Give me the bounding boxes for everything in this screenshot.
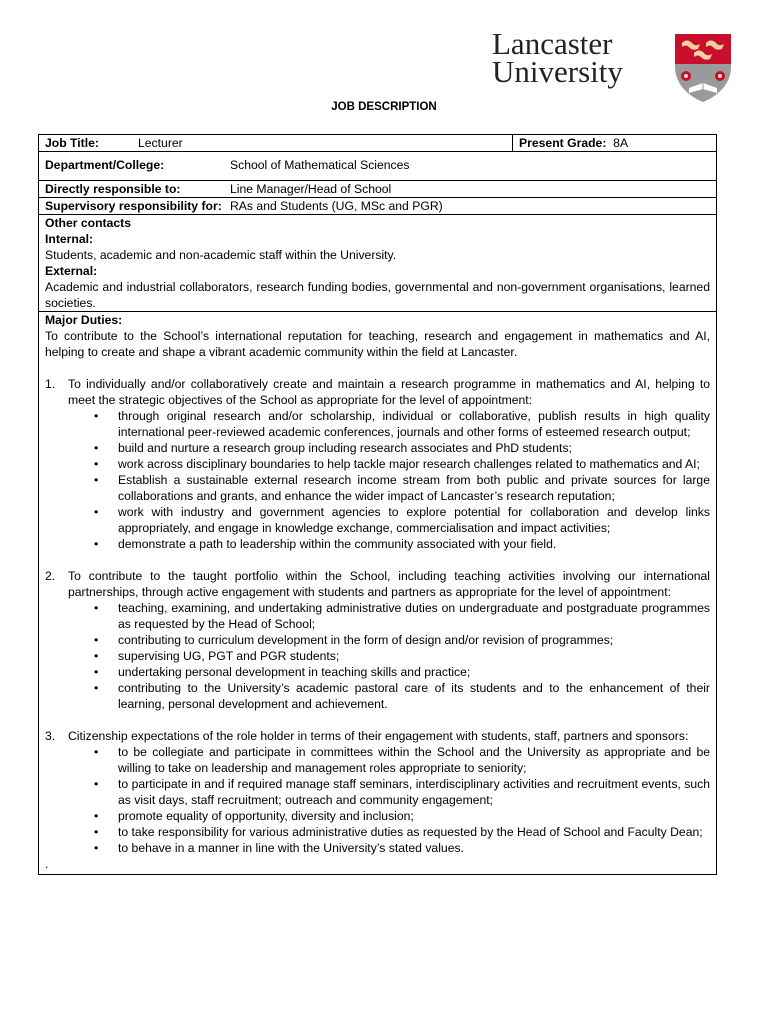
- logo-line-2: University: [492, 54, 623, 89]
- bullet-icon: •: [94, 649, 99, 663]
- list-item: • to behave in a manner in line with the University’s stated values.: [94, 841, 464, 855]
- bullet-icon: •: [94, 681, 99, 695]
- duty-number: 3.: [45, 729, 56, 743]
- external-value: Academic and industrial collaborators, research funding bodies, governmental and non-government organisations, learned societies.: [45, 280, 710, 310]
- trailing-mark: .: [45, 857, 49, 871]
- internal-value: Students, academic and non-academic staff within the University.: [45, 248, 397, 262]
- duty-text: To individually and/or collaboratively create and maintain a research programme in mathematics and AI, helping to meet the strategic objectives of the School as appropriate for the level of appointment:: [68, 377, 710, 407]
- bullet-icon: •: [94, 665, 99, 679]
- bullet-icon: •: [94, 505, 99, 519]
- list-item: • to take responsibility for various administrative duties as requested by the Head of School and Faculty Dean;: [94, 825, 703, 839]
- list-item: • to be collegiate and participate in committees within the School and the University as appropriate and be willing to take on leadership and management roles appropriate to seniority;: [94, 745, 710, 775]
- list-item: • Establish a sustainable external research income stream from both public and private sources for large collaborations and grants, and enhance the wider impact of Lancaster’s research reputation;: [94, 473, 710, 503]
- bullet-icon: •: [94, 777, 99, 791]
- job-title-value: Lecturer: [138, 136, 183, 150]
- list-item: • demonstrate a path to leadership within the community associated with your field.: [94, 537, 557, 551]
- responsible-value: Line Manager/Head of School: [230, 182, 392, 196]
- supervisory-value: RAs and Students (UG, MSc and PGR): [230, 199, 443, 213]
- duty-bullets: [45, 408, 710, 552]
- logo-wordmark: [492, 26, 623, 89]
- bullet-icon: •: [94, 441, 99, 455]
- bullet-icon: •: [94, 841, 99, 855]
- bullet-icon: •: [94, 537, 99, 551]
- job-title-row: [39, 135, 717, 152]
- crest-icon: [674, 33, 732, 103]
- list-item: • supervising UG, PGT and PGR students;: [94, 649, 340, 663]
- bullet-icon: •: [94, 473, 99, 487]
- department-label: Department/College:: [45, 158, 165, 172]
- logo-line-1: Lancaster: [492, 26, 613, 61]
- duties-heading: Major Duties:: [45, 313, 123, 327]
- grade-value: 8A: [613, 136, 629, 150]
- duties-intro: To contribute to the School’s international reputation for teaching, research and engagement in mathematics and AI, helping to create and shape a vibrant academic community within the field at Lancaster.: [45, 329, 710, 359]
- duties-row: [39, 312, 717, 875]
- supervisory-row: [39, 198, 717, 215]
- list-item: • contributing to the University’s academic pastoral care of its students and to the enhancement of their learning, personal development and achievement.: [94, 681, 710, 711]
- bullet-icon: •: [94, 409, 99, 423]
- bullet-icon: •: [94, 809, 99, 823]
- duty-item: [45, 568, 710, 600]
- department-row: [39, 152, 717, 181]
- external-label: External:: [45, 264, 98, 278]
- bullet-icon: •: [94, 601, 99, 615]
- list-item: • undertaking personal development in teaching skills and practice;: [94, 665, 471, 679]
- duty-item: [45, 376, 710, 408]
- list-item: • work with industry and government agencies to explore potential for collaboration and develop links appropriately, and engage in knowledge exchange, commercialisation and impact activities;: [94, 505, 710, 535]
- duty-number: 1.: [45, 377, 56, 391]
- bullet-icon: •: [94, 457, 99, 471]
- duty-bullets: [45, 744, 710, 856]
- list-item: • teaching, examining, and undertaking administrative duties on undergraduate and postgraduate programmes as requested by the Head of School;: [94, 601, 710, 631]
- job-description-table: [38, 134, 717, 875]
- document-title: JOB DESCRIPTION: [331, 101, 437, 113]
- responsible-label: Directly responsible to:: [45, 182, 181, 196]
- duty-text: Citizenship expectations of the role holder in terms of their engagement with students, staff, partners and sponsors:: [68, 729, 689, 743]
- list-item: • contributing to curriculum development in the form of design and/or revision of programmes;: [94, 633, 614, 647]
- list-item: • through original research and/or scholarship, individual or collaborative, publish results in high quality international peer-reviewed academic conferences, journals and other forms of esteemed research output;: [94, 409, 710, 439]
- bullet-icon: •: [94, 633, 99, 647]
- department-value: School of Mathematical Sciences: [230, 158, 410, 172]
- supervisory-label: Supervisory responsibility for:: [45, 199, 222, 213]
- contacts-heading: Other contacts: [45, 216, 132, 230]
- list-item: • build and nurture a research group including research associates and PhD students;: [94, 441, 572, 455]
- list-item: • work across disciplinary boundaries to help tackle major research challenges related to mathematics and AI;: [94, 457, 700, 471]
- internal-label: Internal:: [45, 232, 94, 246]
- university-logo: [492, 26, 732, 106]
- list-item: • promote equality of opportunity, diversity and inclusion;: [94, 809, 414, 823]
- bullet-icon: •: [94, 825, 99, 839]
- grade-label: Present Grade:: [519, 136, 607, 150]
- list-item: • to participate in and if required manage staff seminars, interdisciplinary activities and recruitment events, such as visit days, staff recruitment; outreach and community engagement;: [94, 777, 710, 807]
- bullet-icon: •: [94, 745, 99, 759]
- job-title-label: Job Title:: [45, 136, 99, 150]
- duty-text: To contribute to the taught portfolio within the School, including teaching activities involving our international partnerships, through active engagement with students and partners as appropriate for the level of appointment:: [68, 569, 710, 599]
- duty-number: 2.: [45, 569, 56, 583]
- duty-bullets: [45, 600, 710, 712]
- contacts-row: [39, 215, 717, 312]
- responsible-row: [39, 181, 717, 198]
- duty-item: [45, 728, 710, 744]
